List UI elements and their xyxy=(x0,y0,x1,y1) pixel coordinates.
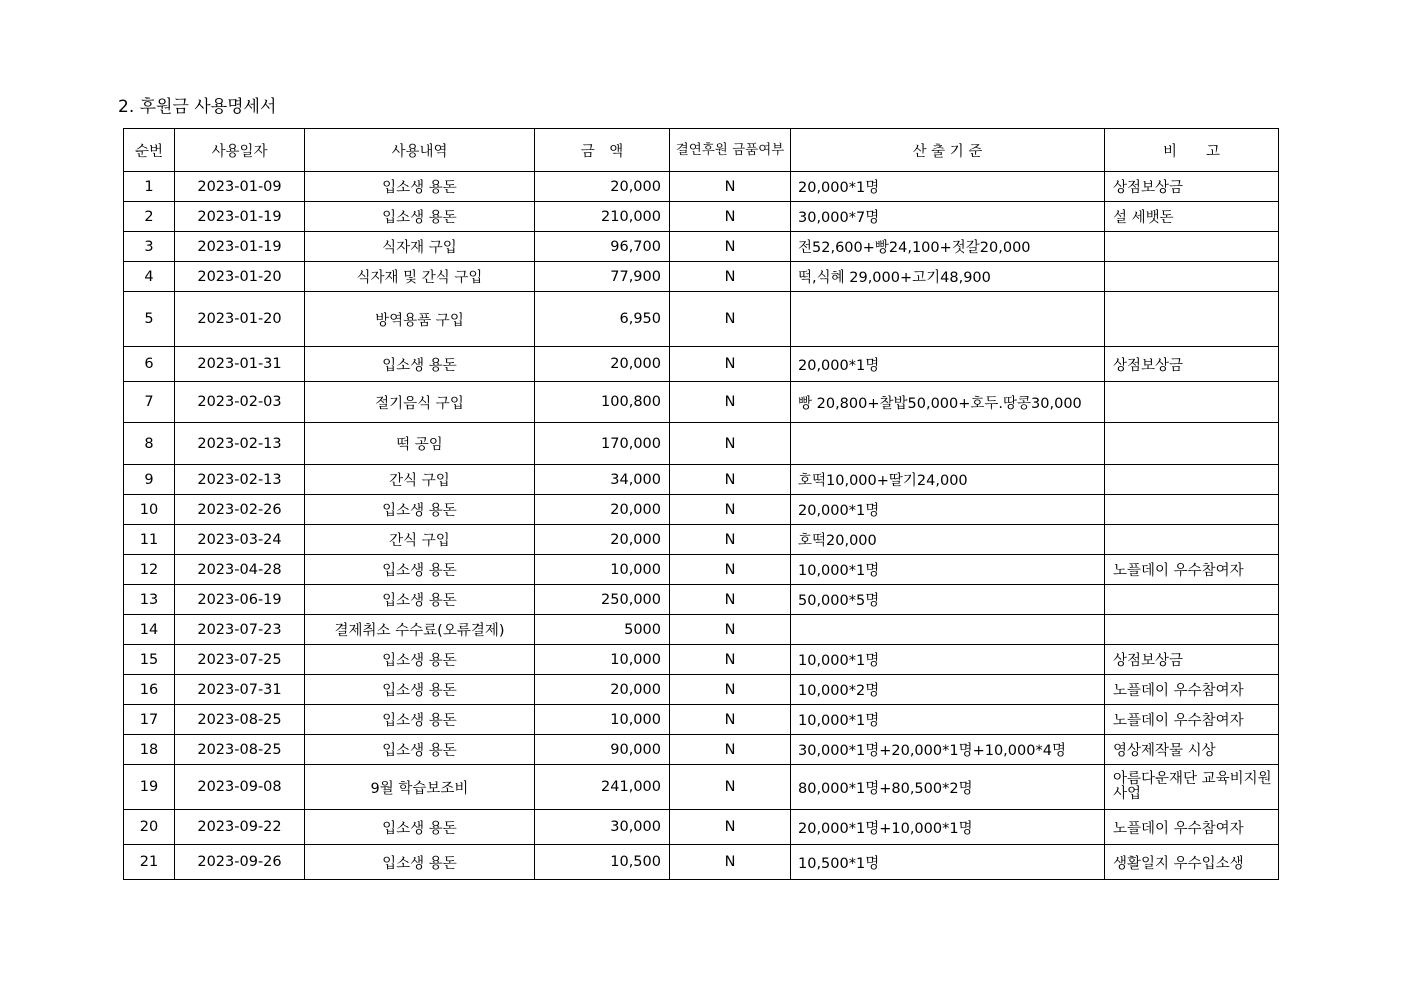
row-note: 상점보상금 xyxy=(1105,172,1279,202)
row-note xyxy=(1105,615,1279,645)
row-number: 16 xyxy=(124,675,175,705)
row-basis: 10,000*2명 xyxy=(791,675,1105,705)
row-amount: 6,950 xyxy=(535,292,670,347)
row-basis: 호떡20,000 xyxy=(791,525,1105,555)
row-number: 20 xyxy=(124,810,175,845)
row-sponsor-flag: N xyxy=(670,705,791,735)
row-note: 설 세뱃돈 xyxy=(1105,202,1279,232)
row-basis: 20,000*1명 xyxy=(791,172,1105,202)
row-number: 10 xyxy=(124,495,175,525)
row-basis: 떡,식혜 29,000+고기48,900 xyxy=(791,262,1105,292)
table-row xyxy=(124,202,1279,232)
table-row xyxy=(124,735,1279,765)
row-basis: 10,000*1명 xyxy=(791,555,1105,585)
table-row xyxy=(124,585,1279,615)
row-number: 19 xyxy=(124,765,175,810)
table-row xyxy=(124,765,1279,810)
row-date: 2023-02-26 xyxy=(175,495,305,525)
row-sponsor-flag: N xyxy=(670,810,791,845)
row-sponsor-flag: N xyxy=(670,423,791,465)
row-amount: 10,000 xyxy=(535,645,670,675)
row-amount: 20,000 xyxy=(535,525,670,555)
row-number: 17 xyxy=(124,705,175,735)
row-note xyxy=(1105,465,1279,495)
row-sponsor-flag: N xyxy=(670,232,791,262)
table-row xyxy=(124,382,1279,423)
row-description: 결제취소 수수료(오류결제) xyxy=(305,615,535,645)
table-header-row xyxy=(124,129,1279,172)
row-date: 2023-02-03 xyxy=(175,382,305,423)
row-sponsor-flag: N xyxy=(670,465,791,495)
row-sponsor-flag: N xyxy=(670,262,791,292)
row-sponsor-flag: N xyxy=(670,555,791,585)
row-description: 입소생 용돈 xyxy=(305,845,535,880)
row-note: 노플데이 우수참여자 xyxy=(1105,675,1279,705)
row-amount: 210,000 xyxy=(535,202,670,232)
row-date: 2023-08-25 xyxy=(175,735,305,765)
row-number: 4 xyxy=(124,262,175,292)
row-number: 14 xyxy=(124,615,175,645)
row-date: 2023-01-20 xyxy=(175,262,305,292)
row-basis: 50,000*5명 xyxy=(791,585,1105,615)
row-amount: 100,800 xyxy=(535,382,670,423)
row-date: 2023-07-25 xyxy=(175,645,305,675)
row-description: 입소생 용돈 xyxy=(305,810,535,845)
table-row xyxy=(124,495,1279,525)
row-note: 아름다운재단 교육비지원사업 xyxy=(1105,765,1279,810)
row-number: 12 xyxy=(124,555,175,585)
row-amount: 77,900 xyxy=(535,262,670,292)
row-amount: 5000 xyxy=(535,615,670,645)
row-date: 2023-01-31 xyxy=(175,347,305,382)
table-row xyxy=(124,172,1279,202)
row-note: 영상제작물 시상 xyxy=(1105,735,1279,765)
table-row xyxy=(124,525,1279,555)
row-note xyxy=(1105,292,1279,347)
row-note xyxy=(1105,262,1279,292)
row-description: 입소생 용돈 xyxy=(305,705,535,735)
row-basis: 호떡10,000+딸기24,000 xyxy=(791,465,1105,495)
row-date: 2023-07-31 xyxy=(175,675,305,705)
row-number: 8 xyxy=(124,423,175,465)
row-description: 입소생 용돈 xyxy=(305,347,535,382)
row-note: 노플데이 우수참여자 xyxy=(1105,555,1279,585)
row-description: 9월 학습보조비 xyxy=(305,765,535,810)
row-amount: 20,000 xyxy=(535,172,670,202)
row-description: 입소생 용돈 xyxy=(305,172,535,202)
row-description: 입소생 용돈 xyxy=(305,675,535,705)
row-basis: 20,000*1명+10,000*1명 xyxy=(791,810,1105,845)
row-number: 11 xyxy=(124,525,175,555)
row-sponsor-flag: N xyxy=(670,525,791,555)
row-sponsor-flag: N xyxy=(670,735,791,765)
row-number: 3 xyxy=(124,232,175,262)
row-number: 18 xyxy=(124,735,175,765)
row-note xyxy=(1105,423,1279,465)
row-description: 방역용품 구입 xyxy=(305,292,535,347)
row-basis: 전52,600+빵24,100+젓갈20,000 xyxy=(791,232,1105,262)
row-date: 2023-06-19 xyxy=(175,585,305,615)
table-row xyxy=(124,292,1279,347)
row-number: 13 xyxy=(124,585,175,615)
header-no: 순번 xyxy=(124,129,175,172)
row-description: 식자재 및 간식 구입 xyxy=(305,262,535,292)
row-description: 입소생 용돈 xyxy=(305,202,535,232)
row-description: 절기음식 구입 xyxy=(305,382,535,423)
row-basis: 30,000*1명+20,000*1명+10,000*4명 xyxy=(791,735,1105,765)
table-row xyxy=(124,645,1279,675)
row-note xyxy=(1105,495,1279,525)
row-basis: 10,500*1명 xyxy=(791,845,1105,880)
row-basis xyxy=(791,615,1105,645)
row-sponsor-flag: N xyxy=(670,615,791,645)
row-sponsor-flag: N xyxy=(670,845,791,880)
row-number: 21 xyxy=(124,845,175,880)
row-basis: 빵 20,800+찰밥50,000+호두.땅콩30,000 xyxy=(791,382,1105,423)
row-note: 상점보상금 xyxy=(1105,645,1279,675)
row-date: 2023-03-24 xyxy=(175,525,305,555)
row-date: 2023-04-28 xyxy=(175,555,305,585)
page-title: 2. 후원금 사용명세서 xyxy=(118,97,277,117)
row-amount: 170,000 xyxy=(535,423,670,465)
table-row xyxy=(124,810,1279,845)
row-date: 2023-02-13 xyxy=(175,465,305,495)
row-amount: 10,500 xyxy=(535,845,670,880)
row-number: 2 xyxy=(124,202,175,232)
row-sponsor-flag: N xyxy=(670,585,791,615)
row-amount: 241,000 xyxy=(535,765,670,810)
row-basis: 80,000*1명+80,500*2명 xyxy=(791,765,1105,810)
header-date: 사용일자 xyxy=(175,129,305,172)
row-basis xyxy=(791,423,1105,465)
row-amount: 34,000 xyxy=(535,465,670,495)
row-number: 7 xyxy=(124,382,175,423)
row-amount: 20,000 xyxy=(535,347,670,382)
row-sponsor-flag: N xyxy=(670,172,791,202)
table-row xyxy=(124,347,1279,382)
row-number: 9 xyxy=(124,465,175,495)
row-description: 간식 구입 xyxy=(305,525,535,555)
row-sponsor-flag: N xyxy=(670,347,791,382)
row-sponsor-flag: N xyxy=(670,495,791,525)
row-date: 2023-08-25 xyxy=(175,705,305,735)
row-basis: 10,000*1명 xyxy=(791,705,1105,735)
row-description: 입소생 용돈 xyxy=(305,585,535,615)
row-note: 노플데이 우수참여자 xyxy=(1105,810,1279,845)
row-sponsor-flag: N xyxy=(670,202,791,232)
row-number: 15 xyxy=(124,645,175,675)
row-basis: 10,000*1명 xyxy=(791,645,1105,675)
row-note: 상점보상금 xyxy=(1105,347,1279,382)
row-note xyxy=(1105,525,1279,555)
table-row xyxy=(124,423,1279,465)
row-sponsor-flag: N xyxy=(670,765,791,810)
row-amount: 10,000 xyxy=(535,705,670,735)
row-note xyxy=(1105,232,1279,262)
row-basis: 30,000*7명 xyxy=(791,202,1105,232)
row-description: 식자재 구입 xyxy=(305,232,535,262)
row-date: 2023-02-13 xyxy=(175,423,305,465)
row-note xyxy=(1105,585,1279,615)
row-description: 떡 공임 xyxy=(305,423,535,465)
row-date: 2023-09-26 xyxy=(175,845,305,880)
row-description: 입소생 용돈 xyxy=(305,555,535,585)
row-date: 2023-07-23 xyxy=(175,615,305,645)
row-note: 노플데이 우수참여자 xyxy=(1105,705,1279,735)
table-row xyxy=(124,232,1279,262)
row-amount: 90,000 xyxy=(535,735,670,765)
row-basis xyxy=(791,292,1105,347)
row-amount: 30,000 xyxy=(535,810,670,845)
row-note xyxy=(1105,382,1279,423)
row-sponsor-flag: N xyxy=(670,645,791,675)
row-sponsor-flag: N xyxy=(670,292,791,347)
row-amount: 96,700 xyxy=(535,232,670,262)
row-amount: 10,000 xyxy=(535,555,670,585)
row-number: 1 xyxy=(124,172,175,202)
row-date: 2023-01-09 xyxy=(175,172,305,202)
row-date: 2023-09-22 xyxy=(175,810,305,845)
row-description: 입소생 용돈 xyxy=(305,495,535,525)
row-amount: 20,000 xyxy=(535,495,670,525)
header-basis: 산 출 기 준 xyxy=(791,129,1105,172)
table-row xyxy=(124,555,1279,585)
table-row xyxy=(124,615,1279,645)
row-number: 6 xyxy=(124,347,175,382)
table-row xyxy=(124,705,1279,735)
row-date: 2023-01-19 xyxy=(175,202,305,232)
row-date: 2023-01-19 xyxy=(175,232,305,262)
row-description: 입소생 용돈 xyxy=(305,645,535,675)
row-date: 2023-01-20 xyxy=(175,292,305,347)
row-amount: 250,000 xyxy=(535,585,670,615)
expense-table xyxy=(123,128,1279,880)
row-description: 입소생 용돈 xyxy=(305,735,535,765)
header-desc: 사용내역 xyxy=(305,129,535,172)
row-note: 생활일지 우수입소생 xyxy=(1105,845,1279,880)
row-amount: 20,000 xyxy=(535,675,670,705)
table-row xyxy=(124,465,1279,495)
row-sponsor-flag: N xyxy=(670,382,791,423)
row-basis: 20,000*1명 xyxy=(791,495,1105,525)
table-row xyxy=(124,262,1279,292)
header-amount: 금 액 xyxy=(535,129,670,172)
row-date: 2023-09-08 xyxy=(175,765,305,810)
table-row xyxy=(124,675,1279,705)
table-row xyxy=(124,845,1279,880)
row-number: 5 xyxy=(124,292,175,347)
row-sponsor-flag: N xyxy=(670,675,791,705)
row-description: 간식 구입 xyxy=(305,465,535,495)
header-sponsor: 결연후원 금품여부 xyxy=(670,129,791,172)
row-basis: 20,000*1명 xyxy=(791,347,1105,382)
header-note: 비 고 xyxy=(1105,129,1279,172)
